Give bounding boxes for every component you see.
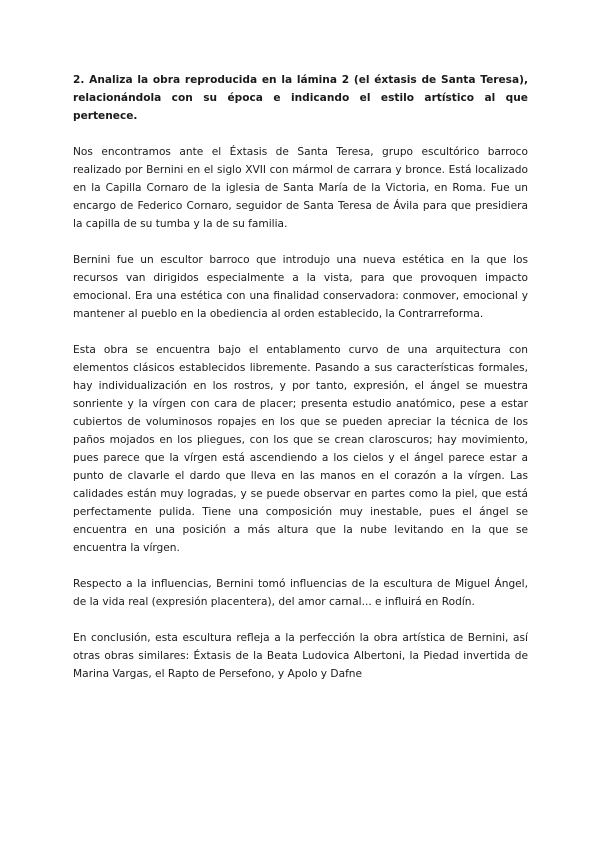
paragraph-context: Bernini fue un escultor barroco que introdujo una nueva estética en la que los recursos van dirigidos especialmente a la vista, para que provoquen impacto emocional. Era una estética con una finalidad conservadora: conmover, emocional y mantener al pueblo en la obediencia al orden establecido, la Contrarreforma. <box>73 254 528 320</box>
paragraph-influences: Respecto a la influencias, Bernini tomó influencias de la escultura de Miguel Ángel, de la vida real (expresión placentera), del amor carnal... e influirá en Rodín. <box>73 578 528 608</box>
question-heading: 2. Analiza la obra reproducida en la lámina 2 (el éxtasis de Santa Teresa), relacionándola con su época e indicando el estilo artístico al que pertenece. <box>73 74 528 122</box>
document-body <box>73 71 528 683</box>
paragraph-introduction: Nos encontramos ante el Éxtasis de Santa Teresa, grupo escultórico barroco realizado por Bernini en el siglo XVII con mármol de carrara y bronce. Está localizado en la Capilla Cornaro de la iglesia de Santa María de la Victoria, en Roma. Fue un encargo de Federico Cornaro, seguidor de Santa Teresa de Ávila para que presidiera la capilla de su tumba y la de su familia. <box>73 146 528 230</box>
paragraph-formal-analysis: Esta obra se encuentra bajo el entablamento curvo de una arquitectura con elementos clásicos establecidos libremente. Pasando a sus características formales, hay individualización en los rostros, y por tanto, expresión, el ángel se muestra sonriente y la vírgen con cara de placer; presenta estudio anatómico, pese a estar cubiertos de voluminosos ropajes en los que se pueden apreciar la técnica de los paños mojados en los pliegues, con los que se crean claroscuros; hay movimiento, pues parece que la vírgen está ascendiendo a los cielos y el ángel parece estar a punto de clavarle el dardo que lleva en las manos en el corazón a la vírgen. Las calidades están muy logradas, y se puede observar en partes como la piel, que está perfectamente pulida. Tiene una composición muy inestable, pues el ángel se encuentra en una posición a más altura que la nube levitando en la que se encuentra la vírgen. <box>73 344 528 554</box>
paragraph-conclusion: En conclusión, esta escultura refleja a la perfección la obra artística de Bernini, así otras obras similares: Éxtasis de la Beata Ludovica Albertoni, la Piedad invertida de Marina Vargas, el Rapto de Persefono, y Apolo y Dafne <box>73 632 528 680</box>
